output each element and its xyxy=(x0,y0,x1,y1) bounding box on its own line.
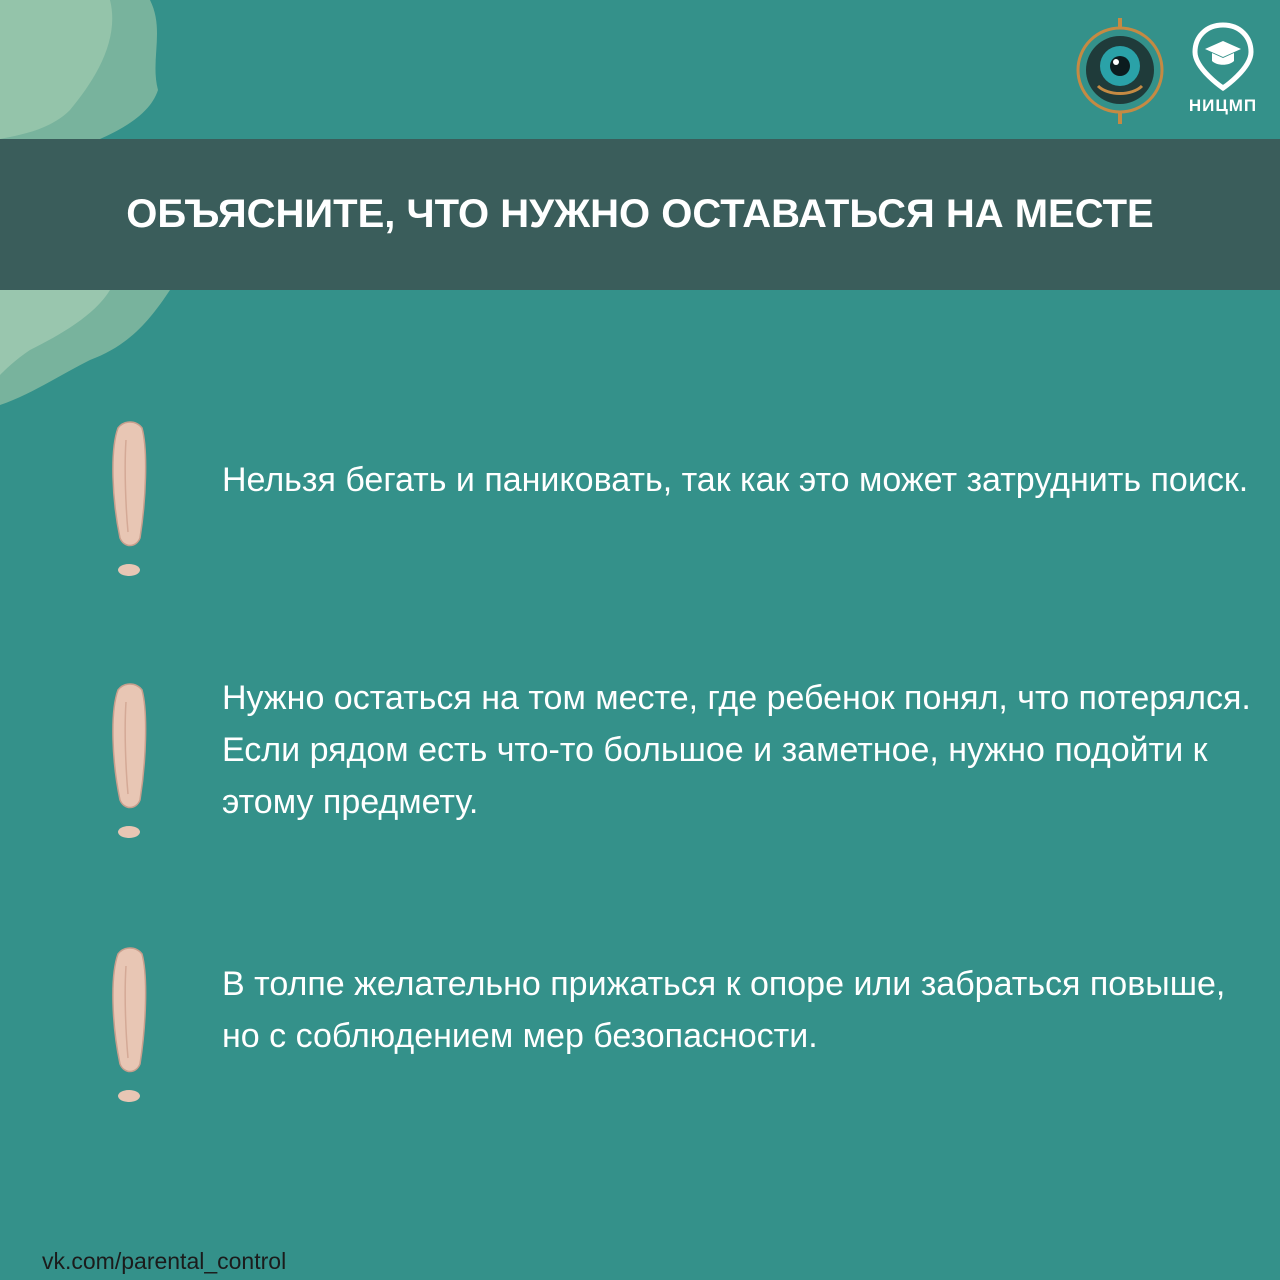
item-text: В толпе желательно прижаться к опоре или забраться повыше, но с соблюдением мер безопасности. xyxy=(222,965,1226,1055)
graduation-cap-pin-icon xyxy=(1191,22,1255,92)
eye-emblem-icon xyxy=(1072,14,1168,126)
item-text: Нужно остаться на том месте, где ребенок понял, что потерялся. Если рядом есть что-то большое и заметное, нужно подойти к этому предмету. xyxy=(222,679,1251,821)
exclamation-icon xyxy=(104,420,154,580)
exclamation-icon xyxy=(104,946,154,1106)
page-title: ОБЪЯСНИТЕ, ЧТО НУЖНО ОСТАВАТЬСЯ НА МЕСТЕ xyxy=(126,192,1154,236)
footer-link[interactable]: vk.com/parental_control xyxy=(42,1248,287,1274)
org-logo-text: НИЦМП xyxy=(1188,96,1258,115)
org-logo xyxy=(1176,22,1270,122)
title-banner xyxy=(0,139,1280,290)
exclamation-icon xyxy=(104,682,154,842)
item-text: Нельзя бегать и паниковать, так как это может затруднить поиск. xyxy=(222,461,1249,499)
